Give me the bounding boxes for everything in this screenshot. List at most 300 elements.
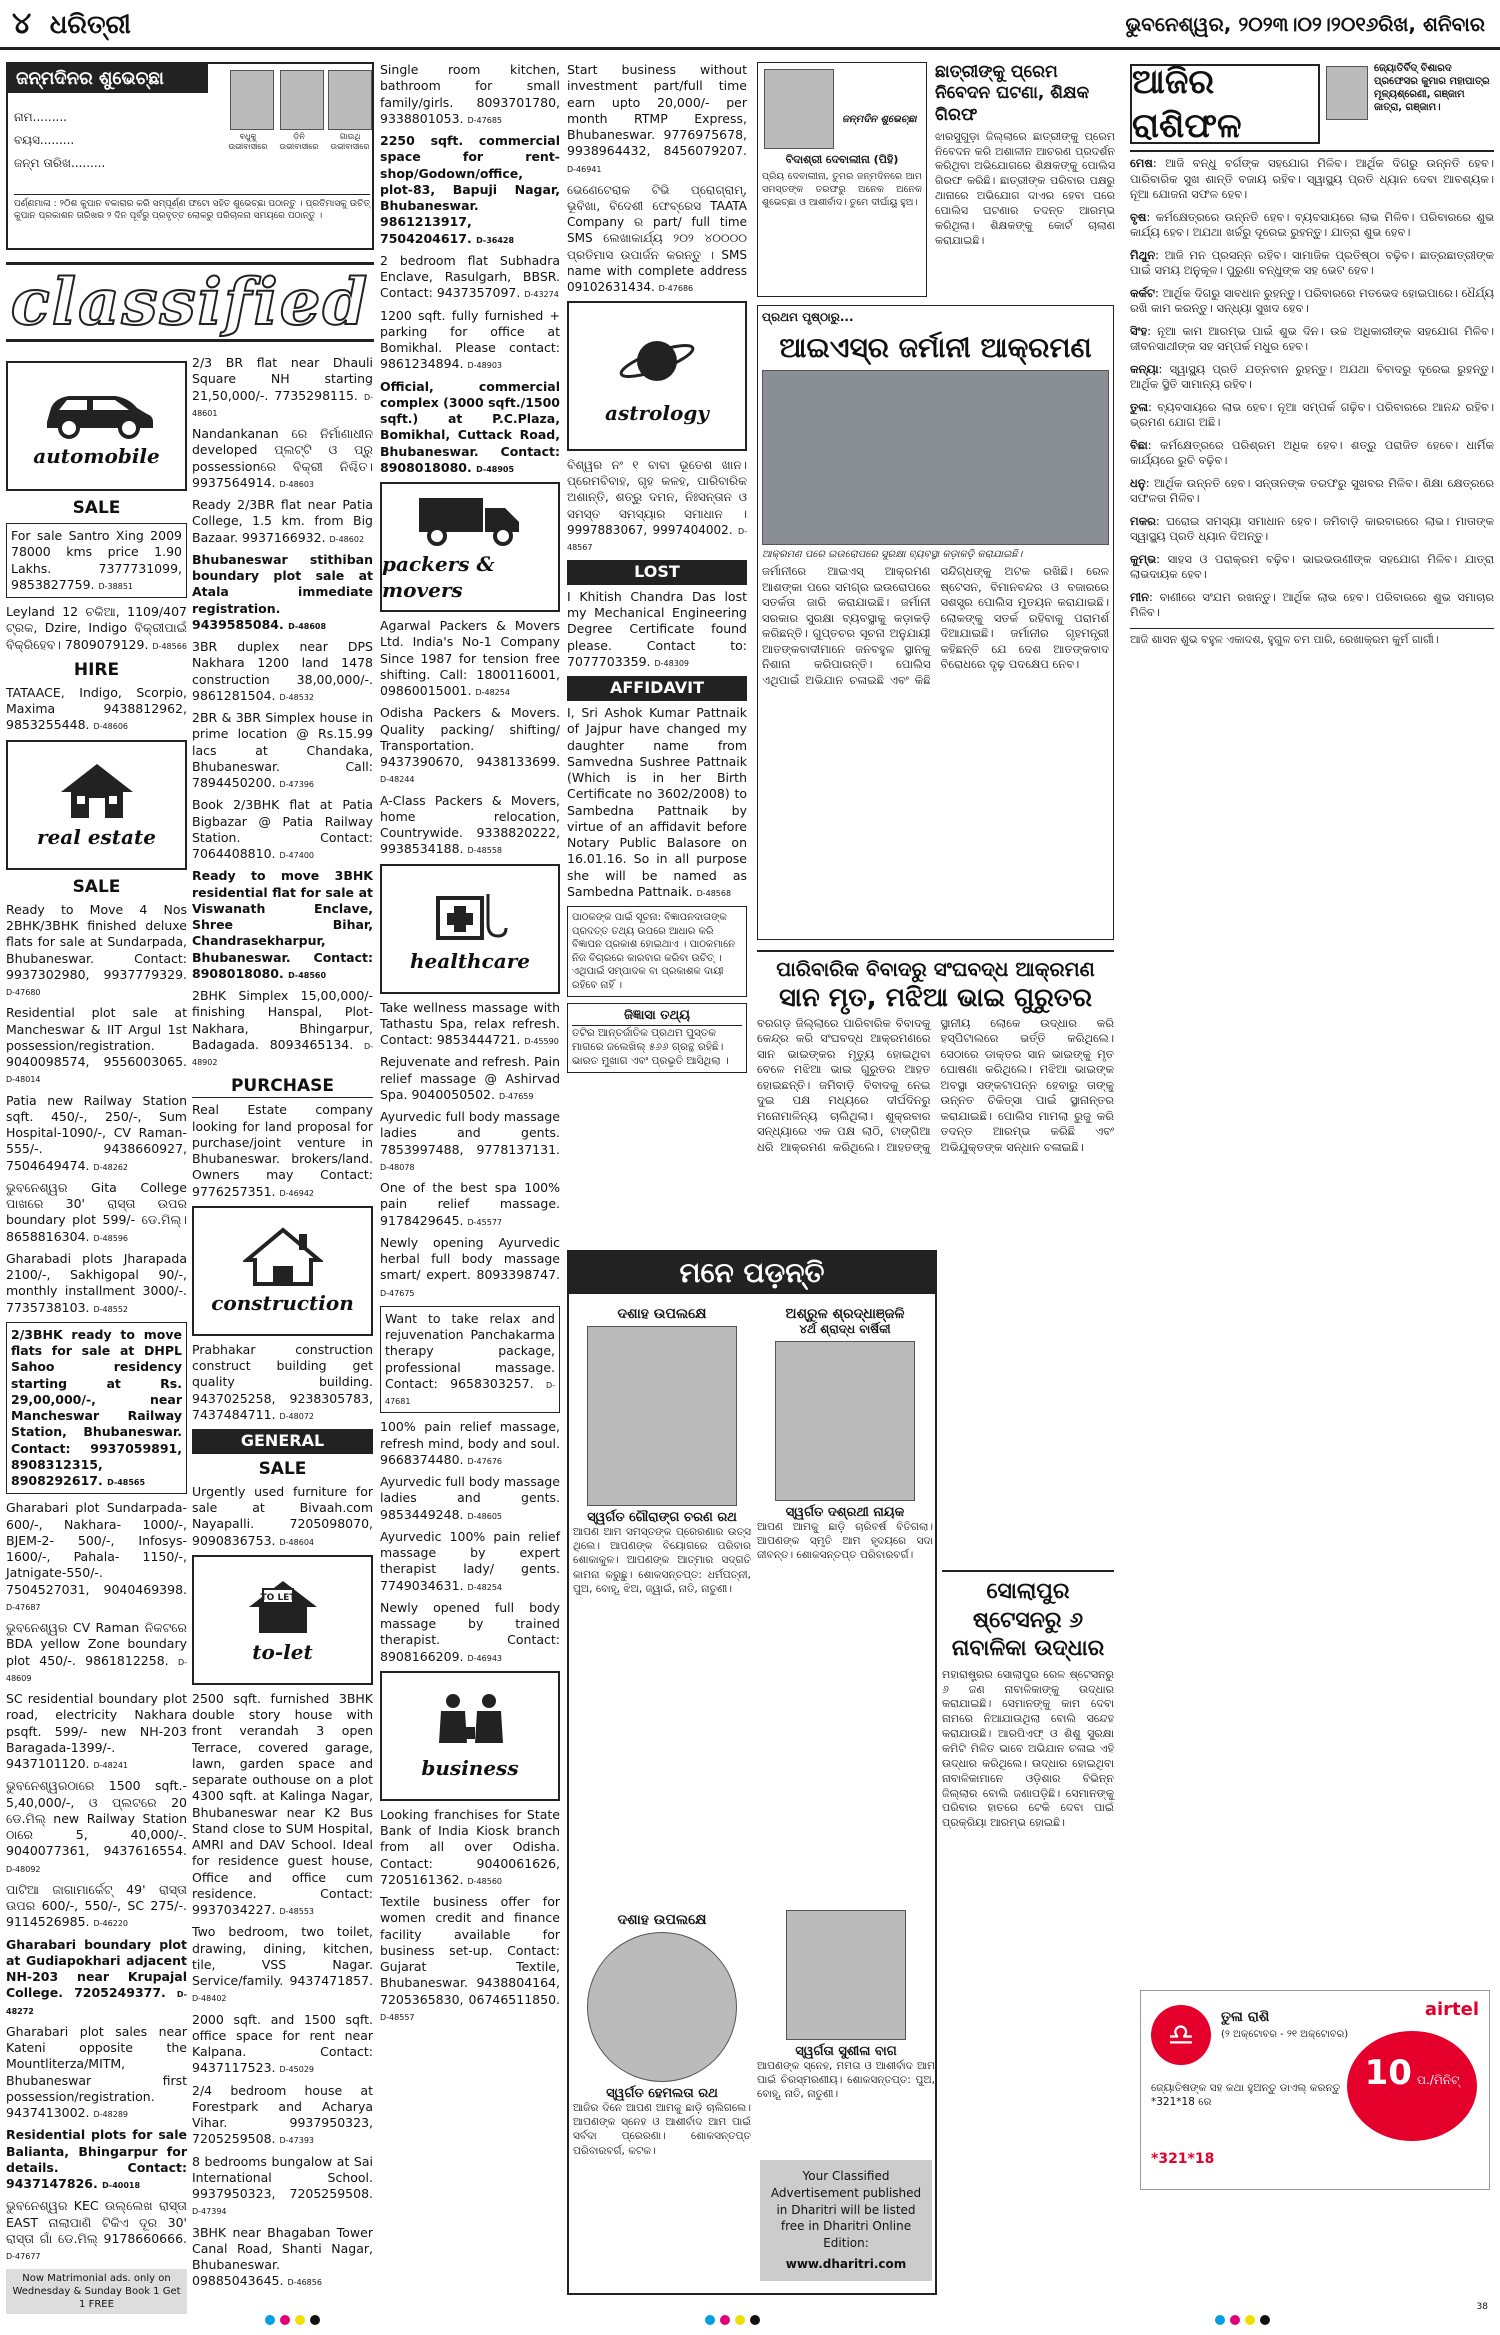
sale-ad-box <box>6 523 187 598</box>
ad-code: D-46942 <box>279 1188 314 1198</box>
birthday-girl-block <box>757 62 1114 297</box>
ad-text: 3BR duplex near DPS Nakhara 1200 land 1478 construction 38,00,000/-. 9861281504. <box>192 639 373 703</box>
ad-code: D-48402 <box>192 1994 227 2004</box>
column-4 <box>567 62 747 1079</box>
news-4-body: ମହାରାଷ୍ଟ୍ରର ସୋଲାପୁର ରେଳ ଷ୍ଟେସନରୁ ୬ ଜଣ ନାବାଳିକାଙ୍କୁ ଉଦ୍ଧାର କରାଯାଇଛି। ସେମାନଙ୍କୁ କାମ ଦେବା ନାମରେ ନିଆଯାଉଥିଲା ବୋଲି ସନ୍ଦେହ କରାଯାଉଛି। ଆରପିଏଫ୍ ଓ ଶିଶୁ ସୁରକ୍ଷା କମିଟି ମିଳିତ ଭାବେ ଅଭିଯାନ ଚଳାଇ ଏହି ଉଦ୍ଧାର କରିଥିଲେ। ଉଦ୍ଧାର ହୋଇଥିବା ନାବାଳିକାମାନେ ଓଡ଼ିଶାର ବିଭିନ୍ନ ଜିଲ୍ଲାର ବୋଲି ଜଣାପଡ଼ିଛି। ସେମାନଙ୍କୁ ପରିବାର ହାତରେ ଟେକି ଦେବା ପାଇଁ ପ୍ରକ୍ରିୟା ଆରମ୍ଭ ହୋଇଛି। <box>942 1667 1114 1830</box>
ad-text: Prabhakar construction construct building get quality building. 9437025258, 9238305783, 7437484711. <box>192 1341 373 1422</box>
ad-code: D-47675 <box>380 1288 415 1298</box>
rashi-name: ମୀନ <box>1130 589 1150 604</box>
memorial-1-photo <box>587 1326 737 1506</box>
birthday-girl-box <box>757 62 927 297</box>
rashi-simha: ସିଂହ: ନୂଆ କାମ ଆରମ୍ଭ ପାଇଁ ଶୁଭ ଦିନ। ଉଚ୍ଚ ଅଧିକାରୀଙ୍କ ସହଯୋଗ ମିଳିବ। ଜୀବନସାଥୀଙ୍କ ସହ ସମ୍ପର୍କ ମଧୁର ହେବ। <box>1130 323 1495 354</box>
rashi-name: ମକର <box>1130 513 1156 528</box>
airtel-logo: airtel <box>1424 1999 1479 2020</box>
car-icon <box>37 384 157 439</box>
registration-dot <box>265 2315 275 2325</box>
planet-icon <box>617 326 697 396</box>
ad-item <box>380 1419 560 1468</box>
ad-item <box>380 1529 560 1594</box>
memorial-3-text: ଆପଣଙ୍କ ସ୍ନେହ, ମମତା ଓ ଆଶୀର୍ବାଦ ଆମ ପାଇଁ ଚିରସ୍ମରଣୀୟ। ଶୋକସନ୍ତପ୍ତ: ପୁଅ, ବୋହୂ, ନାତି, ନାତୁଣୀ। <box>757 2060 935 2101</box>
rashifal-list <box>1130 156 1494 621</box>
ad-code: D-48553 <box>279 1907 314 1917</box>
ad-odia <box>567 182 747 295</box>
ad-item <box>380 1109 560 1174</box>
registration-dot <box>1245 2315 1255 2325</box>
ad-text: Official, commercial complex (3000 sqft./1500 sqft.) at P.C.Plaza, Bomikhal, Cuttack Road, Bhubaneswar. Contact: 8908018080. <box>380 378 560 475</box>
page-mark: 38 <box>1476 2302 1488 2312</box>
ad-text: Bhubaneswar stithiban boundary plot sale at Atala immediate registration. 9439585084. <box>192 551 373 632</box>
ad-code: D-45029 <box>279 2065 314 2075</box>
registration-dot <box>735 2315 745 2325</box>
ad-code: D-48603 <box>279 479 314 489</box>
ad-text: Start business without investment part/full time earn upto 20,000/- per month RTMP Express, Bhubaneswar. 9776975678, 9938964432, 8456079207. <box>567 62 747 159</box>
ad-text: Rejuvenate and refresh. Pain relief massage @ Ashirvad Spa. 9040050502. <box>380 1054 560 1102</box>
ad-item <box>192 355 373 420</box>
ad-text: 2250 sqft. commercial space for rent-shop/Godown/office, plot-83, Bapuji Nagar, Bhubaneswar. 9861213917, 7504204617. <box>380 133 560 246</box>
ad-code: D-48558 <box>467 846 502 856</box>
rashi-kanya: କନ୍ୟା: ସ୍ୱାସ୍ଥ୍ୟ ପ୍ରତି ଯତ୍ନବାନ ରୁହନ୍ତୁ। ଅଯଥା ବିବାଦରୁ ଦୂରେଇ ରୁହନ୍ତୁ। ଆର୍ଥିକ ସ୍ଥିତି ସାମାନ୍ୟ ରହିବ। <box>1130 361 1494 392</box>
ad-item <box>192 2225 373 2290</box>
registration-dot <box>310 2315 320 2325</box>
ad-text: ଭୁବନେଶ୍ୱରଠାରେ 1500 sqft.- 5,40,000/-, ଓ ପ୍ଲଟରେ 20 ଡେ.ମିଲ୍ new Railway Station ଠାରେ 5, 40,000/-. 9040077361, 9437616554. <box>6 1778 187 1859</box>
news-family <box>757 950 1114 1236</box>
ad-text: 2000 sqft. and 1500 sqft. office space for rent near Kalpana. Contact: 9437117523. <box>192 2011 373 2076</box>
memorial-2-photo <box>587 1932 737 2082</box>
ad-text: ଭୁବନେଶ୍ୱର KEC ଉଲ୍ଲେଖ ରାସ୍ତା EAST ନାଲାପାଣି ଟିକିଏ ଦୂର 30' ରାସ୍ତା ଗାଁ ଡେ.ମିଲ୍ 9178660666. <box>6 2198 187 2246</box>
ad-item <box>6 1251 187 1316</box>
ad-code: D-48557 <box>380 2012 415 2022</box>
ad-item <box>380 618 560 699</box>
ad-code: D-48254 <box>467 1582 502 1592</box>
packers-label: packers & movers <box>382 551 495 602</box>
ad-item <box>192 710 373 791</box>
news-4-headline: ସୋଲାପୁର ଷ୍ଟେସନରୁ ୬ ନାବାଳିକା ଉଦ୍ଧାର <box>942 1570 1114 1664</box>
ad-code: D-48609 <box>6 1657 187 1683</box>
ad-code: D-48568 <box>696 888 732 898</box>
rashi-text: ସ୍ୱାସ୍ଥ୍ୟ ପ୍ରତି ଯତ୍ନବାନ ରୁହନ୍ତୁ। ଅଯଥା ବିବାଦରୁ ଦୂରେଇ ରୁହନ୍ତୁ। ଆର୍ଥିକ ସ୍ଥିତି ସାମାନ୍ୟ ରହିବ। <box>1130 361 1494 392</box>
registration-dot <box>1215 2315 1225 2325</box>
ad-text: 3BHK near Bhagaban Tower Canal Road, Shanti Nagar, Bhubaneswar. 09885043645. <box>192 2224 373 2289</box>
ad-item <box>380 793 560 858</box>
ad-item <box>380 1894 560 2024</box>
ad-item <box>380 1600 560 1665</box>
boxed-ad <box>380 1306 560 1414</box>
boxed-ad <box>6 1322 187 1495</box>
rashi-text: ନୂଆ କାମ ଆରମ୍ଭ ପାଇଁ ଶୁଭ ଦିନ। ଉଚ୍ଚ ଅଧିକାରୀଙ୍କ ସହଯୋଗ ମିଳିବ। ଜୀବନସାଥୀଙ୍କ ସହ ସମ୍ପର୍କ ମଧୁର ହେବ। <box>1130 323 1495 354</box>
ad-code: D-43274 <box>524 290 559 300</box>
ad-code: D-38851 <box>98 581 133 591</box>
birthday-field-name[interactable]: ନାମ......... <box>14 110 67 124</box>
ad-text: Textile business offer for women credit and finance facility available for business set-up. Contact: Gujarat Textile, Bhubaneswar. 9438804164, 7205365830, 06746511850. <box>380 1894 560 2007</box>
rashi-name: ଧନୁ <box>1130 475 1146 490</box>
rashi-mina: ମୀନ: ବାଣୀରେ ସଂଯମ ରଖନ୍ତୁ। ଆର୍ଥିକ ଲାଭ ହେବ। ପରିବାରରେ ଶୁଭ ସମାଚାର ମିଳିବ। <box>1130 589 1495 620</box>
rashi-text: ବାଣୀରେ ସଂଯମ ରଖନ୍ତୁ। ଆର୍ଥିକ ଲାଭ ହେବ। ପରିବାରରେ ଶୁଭ ସମାଚାର ମିଳିବ। <box>1130 589 1495 620</box>
ad-code: D-48566 <box>152 641 187 651</box>
rashi-dhanu: ଧନୁ: ଆର୍ଥିକ ଉନ୍ନତି ହେବ। ସନ୍ତାନଙ୍କ ତରଫରୁ ସୁଖବର ମିଳିବ। ଶିକ୍ଷା କ୍ଷେତ୍ରରେ ସଫଳତା ମିଳିବ। <box>1130 475 1494 506</box>
ad-text: One of the best spa 100% pain relief massage. 9178429645. <box>380 1180 560 1228</box>
to-let-label: to-let <box>252 1639 313 1664</box>
ad-item <box>380 705 560 786</box>
column-2 <box>192 355 373 2296</box>
news-2-photo <box>762 370 1109 545</box>
hire-heading: HIRE <box>73 659 120 680</box>
ad-item <box>192 497 373 546</box>
registration-dot <box>705 2315 715 2325</box>
ad-text: Real Estate company looking for land proposal for purchase/joint venture in Bhubaneswar. brokers/land. Owners may Contact: 9776257351. <box>192 1102 373 1199</box>
birthday-captions <box>224 132 374 152</box>
ad-text: 2BHK Simplex 15,00,000/- finishing Hanspal, Plot-Nakhara, Bhingarpur, Badagada. 8093465134. <box>192 988 373 1052</box>
bold-ad <box>6 1937 187 2018</box>
automobile-box <box>6 361 187 491</box>
caption-3: ଗାଉଥି ଉଭୀବାସୀରେ <box>330 132 370 151</box>
ad-text: ଭୁବନେଶ୍ୱର CV Raman ନିକଟରେ BDA yellow Zone boundary plot 450/-. 9861812258. <box>6 1620 187 1668</box>
ad-affidavit <box>567 705 747 900</box>
packers-box <box>380 482 560 612</box>
ad-code: D-48078 <box>380 1162 415 1172</box>
ad-text: ଭେଣେଟେରାକ ଟିଭି ପ୍ରୋଗ୍ରାମ୍, ଭୂବିଖା, ବିଦେଶୀ ଫେବ୍ରେସ TAATA Company ର part/ full time SMS ଲେଖାକାର୍ଯ୍ୟ ୨୦୨ ୪୦୦୦୦ ପ୍ରତିମାସ ଉପାର୍ଜନ କରନ୍ତୁ । SMS name with complete address 09102631434. <box>567 182 747 294</box>
ad-item <box>380 1000 560 1049</box>
registration-dot <box>1260 2315 1270 2325</box>
ad-code: D-48532 <box>279 692 314 702</box>
ad-text: Single room kitchen, bathroom for small family/girls. 8093701780, 9338801053. <box>380 62 560 126</box>
ad-text: I Khitish Chandra Das lost my Mechanical Engineering Degree Certificate found please. Contact to: 7077703359. <box>567 588 747 669</box>
ad-text: 2 bedroom flat Subhadra Enclave, Rasulgarh, BBSR. Contact: 9437357097. <box>380 252 560 301</box>
business-people-icon <box>425 1691 515 1751</box>
online-edition-text: Your Classified Advertisement published in Dharitri will be listed free in Dharitri Online Edition: <box>770 2169 922 2251</box>
ad-text: Ready to move 3BHK residential flat for sale at Viswanath Enclave, Shree Bihar, Chandrasekharpur, Bhubaneswar. Contact: 8908018080. <box>192 868 373 981</box>
medical-icon <box>430 884 510 944</box>
memorial-2-title: ଦଶାହ ଉପଲକ୍ଷେ <box>617 1912 707 1928</box>
general-sale-heading: SALE <box>258 1458 307 1479</box>
memorial-2-text: ଆଜିର ଦିନେ ଆପଣ ଆମକୁ ଛାଡ଼ି ଚାଲିଗଲେ। ଆପଣଙ୍କ ସ୍ନେହ ଓ ଆଶୀର୍ବାଦ ଆମ ପାଇଁ ସର୍ବଦା ପ୍ରେରଣା। ଶୋକସନ୍ତପ୍ତ ପରିବାରବର୍ଗ, କଟକ। <box>573 2102 751 2157</box>
ad-leyland <box>6 604 187 653</box>
ad-code: D-48565 <box>107 1478 146 1488</box>
ad-code: D-48092 <box>6 1864 41 1874</box>
ad-general <box>192 1484 373 1549</box>
registration-dot <box>750 2315 760 2325</box>
ad-purchase <box>192 1102 373 1200</box>
rashi-text: ଆର୍ଥିକ ଦିଗରୁ ସାବଧାନ ରୁହନ୍ତୁ। ପରିବାରରେ ମତଭେଦ ହୋଇପାରେ। ଧୈର୍ଯ୍ୟ ରଖି କାମ କରନ୍ତୁ। ସନ୍ଧ୍ୟା ସୁଖଦ ହେବ। <box>1130 285 1494 316</box>
ad-item <box>6 1005 187 1086</box>
ad-text: Book 2/3BHK flat at Patia Bigbazar @ Patia Railway Station. Contact: 7064408810. <box>192 797 373 861</box>
memorial-title: ମନେ ପଡ଼ନ୍ତି <box>569 1252 935 1294</box>
rashi-text: ଆର୍ଥିକ ଉନ୍ନତି ହେବ। ସନ୍ତାନଙ୍କ ତରଫରୁ ସୁଖବର ମିଳିବ। ଶିକ୍ଷା କ୍ଷେତ୍ରରେ ସଫଳତା ମିଳିବ। <box>1130 475 1494 506</box>
bold-ad <box>192 552 373 633</box>
ad-code: D-47676 <box>467 1456 502 1466</box>
memorial-2-name: ସ୍ୱର୍ଗତ ହେମଲତା ରଥ <box>606 2086 718 2101</box>
ad-code: D-48272 <box>6 1990 187 2016</box>
ad-text: Gharabari boundary plot at Gudiapokhari adjacent NH-203 near Krupajal College. 7205249377. <box>6 1936 187 2001</box>
info-text: ତଟିର ଆନ୍ତର୍ଜାତିକ ପ୍ରଥମ ପୁସ୍ତକ ମାଗରେ ଜଲେଖିଲ୍ ୫୬୬ ଗ୍ରନ୍ଥ ରହିଛି। ଭାରତ ମୁଖାଗ ଏବଂ ପ୍ରଭୃତି ଆସିଥିଲା । <box>572 1026 729 1068</box>
ad-code: D-48604 <box>279 1537 314 1547</box>
ad-item <box>6 1500 187 1614</box>
birthday-girl-text: ପ୍ରିୟ ଦେବାଲୀନା, ତୁମର ଜନ୍ମଦିନରେ ଆମ ସମସ୍ତଙ୍କ ତରଫରୁ ଅନେକ ଅନେକ ଶୁଭେଚ୍ଛା ଓ ଆଶୀର୍ବାଦ। ତୁମେ ଦୀର୍ଘାୟୁ ହୁଅ। <box>762 171 922 208</box>
registration-dot <box>280 2315 290 2325</box>
ad-code: D-48605 <box>467 1511 502 1521</box>
bold-ad <box>380 133 560 247</box>
ad-code: D-47681 <box>385 1380 555 1406</box>
ad-code: D-48560 <box>467 1876 502 1886</box>
affidavit-heading: AFFIDAVIT <box>567 676 747 701</box>
registration-dot <box>1230 2315 1240 2325</box>
airtel-ad <box>1140 1990 1490 2190</box>
column-3 <box>380 62 560 2030</box>
ad-item <box>380 1054 560 1103</box>
ad-text: Nandankanan ରେ ନିର୍ମାଣାଧୀନ developed ପ୍ଲଟ୍ଟି ଓ ପ୍ରୁ possessionରେ ବିକ୍ରୀ ନିଶ୍ଚିତ। 9937564914. <box>192 426 373 490</box>
bold-ad <box>380 379 560 477</box>
ad-item <box>192 1691 373 1919</box>
ad-text: Residential plot sale at Mancheswar & IIT Argul 1st possession/registration. 9040098574, 9556003065. <box>6 1005 187 1070</box>
memorial-1-name: ସ୍ୱର୍ଗତ ଗୌରାଙ୍ଗ ଚରଣ ରଥ <box>587 1510 737 1525</box>
ad-item <box>192 2012 373 2077</box>
ad-hire <box>6 685 187 734</box>
ad-code: D-48289 <box>93 2110 128 2120</box>
ad-lost <box>567 589 747 670</box>
rashi-text: ଆଜି ବନ୍ଧୁ ବର୍ଗଙ୍କ ସହଯୋଗ ମିଳିବ। ଆର୍ଥିକ ଦିଗରୁ ଉନ୍ନତି ହେବ। ପାରିବାରିକ ସୁଖ ଶାନ୍ତି ବଜାୟ ରହିବ। ସ୍ୱାସ୍ଥ୍ୟ ପ୍ରତି ଧ୍ୟାନ ଦେବା ଆବଶ୍ୟକ। ନୂଆ ଯୋଜନା ସଫଳ ହେବ। <box>1130 156 1494 202</box>
rashi-makara: ମକର: ଘରୋଇ ସମସ୍ୟା ସମାଧାନ ହେବ। ଜମିବାଡ଼ି କାରବାରରେ ଲାଭ। ମାତାଙ୍କ ସ୍ୱାସ୍ଥ୍ୟ ପ୍ରତି ଧ୍ୟାନ ଦିଅନ୍ତୁ। <box>1130 513 1495 544</box>
ad-code: D-47394 <box>192 2207 227 2217</box>
memorial-1-text: ଆପଣ ଆମ ସମସ୍ତଙ୍କ ପ୍ରେରଣାର ଉତ୍ସ ଥିଲେ। ଆପଣଙ୍କ ବିୟୋଗରେ ପରିବାର ଶୋକାକୁଳ। ଆପଣଙ୍କ ଆତ୍ମାର ସଦ୍ଗତି କାମନା କରୁଛୁ। ଶୋକସନ୍ତପ୍ତ: ଧର୍ମପତ୍ନୀ, ପୁଅ, ବୋହୂ, ଝିଅ, ଜ୍ୱାଇଁ, ନାତି, ନାତୁଣୀ। <box>573 1526 751 1595</box>
news-3-subheadline: ସାନ ମୃତ, ମଝିଆ ଭାଇ ଗୁରୁତର <box>778 983 1093 1013</box>
ad-item <box>6 1778 187 1876</box>
healthcare-label: healthcare <box>410 948 530 973</box>
to-let-sign-text: TO LET <box>260 1592 295 1603</box>
construction-box <box>192 1206 373 1336</box>
ad-text: 8 bedrooms bungalow at Sai International School. 9937950323, 7205259508. <box>192 2153 373 2202</box>
news-2-caption: ଆକ୍ରମଣ ପରେ ଇଉରୋପରେ ସୁରକ୍ଷା ବ୍ୟବସ୍ଥା କଡ଼ାକଡ଼ି କରାଯାଇଛି। <box>762 548 1023 560</box>
ad-code: D-46941 <box>567 164 602 174</box>
ad-code: D-48560 <box>288 970 327 980</box>
truck-icon <box>415 492 525 547</box>
birthday-title: ଜନ୍ମଦିନର ଶୁଭେଚ୍ଛା <box>8 64 208 93</box>
rashi-name: ବିଛା <box>1130 437 1148 452</box>
libra-icon: ♎ <box>1151 2005 1211 2065</box>
ad-code: D-47393 <box>279 2136 314 2146</box>
automobile-label: automobile <box>33 443 160 468</box>
construction-label: construction <box>211 1290 354 1315</box>
ad-code: D-48244 <box>380 775 415 785</box>
construction-house-icon <box>243 1226 323 1286</box>
ad-code: D-47687 <box>6 1602 41 1612</box>
ad-code: D-46856 <box>287 2278 322 2288</box>
ad-text: Agarwal Packers & Movers Ltd. India's No-1 Company Since 1987 for tension free shifting. Call: 1800116001, 09860015001. <box>380 618 560 698</box>
general-heading: GENERAL <box>192 1429 373 1454</box>
rashifal-closing: ଆଜି ଶାସନ ଶୁଭ ବହୁଳ ଏକାଦଶ, ହୁଗୁଳ ଚମ ପାରି, ରେଖାକ୍ରମ କୁର୍ମ ଗାର୍ଗୀ। <box>1130 628 1494 648</box>
birthday-girl-photo <box>764 69 834 149</box>
ad-code: D-48567 <box>567 526 747 552</box>
healthcare-box <box>380 864 560 994</box>
ad-item <box>6 902 187 1000</box>
bold-ad <box>192 868 373 982</box>
ad-text: Leyland 12 ଚକିଆ, 1109/407 ଟ୍ରକ, Dzire, Indigo ବିକ୍ରୀପାଇଁ ବିକ୍ରିହେବ। 7809079129. <box>6 604 187 652</box>
rashi-name: ମେଷ <box>1130 156 1153 170</box>
ad-construction <box>192 1342 373 1423</box>
ad-item <box>192 1924 373 2005</box>
rashi-kumbha: କୁମ୍ଭ: ସାହସ ଓ ପରାକ୍ରମ ବଢ଼ିବ। ଭାଇଭଉଣୀଙ୍କ ସହଯୋଗ ମିଳିବ। ଯାତ୍ରା ଲାଭଦାୟକ ହେବ। <box>1130 551 1494 582</box>
ad-code: D-47659 <box>498 1091 534 1101</box>
info-title: ଜିଜ୍ଞାସା ତଥ୍ୟ <box>572 1008 742 1026</box>
memorial-1 <box>573 1306 751 1596</box>
ad-item <box>192 426 373 491</box>
page-number-text: ୪ <box>12 6 32 41</box>
rashi-name: କର୍କଟ <box>1130 285 1155 300</box>
lost-heading: LOST <box>567 560 747 585</box>
child-photo-2 <box>280 70 324 130</box>
birthday-caption: ଜନ୍ମଦିନ ଶୁଭେଚ୍ଛା <box>842 114 917 125</box>
price-badge <box>1347 2031 1477 2141</box>
ad-text: SC residential boundary plot road, electricity Nakhara psqft. 599/- new NH-203 Baragada-1399/-. 9437101120. <box>6 1691 187 1772</box>
ad-text: Ayurvedic 100% pain relief massage by expert therapist lady/ gents. 7749034631. <box>380 1528 560 1593</box>
ad-text: Ayurvedic full body massage ladies and gents. 9853449248. <box>380 1474 560 1522</box>
ad-code: D-48014 <box>6 1075 41 1085</box>
ad-text: ପାଟିଆ ଜାଗାମାର୍କେଟ୍ 49' ରାସ୍ତା ଉପର 600/-, 550/-, SC 275/-. 9114526985. <box>6 1881 187 1930</box>
ad-code: D-48902 <box>192 1041 373 1067</box>
ad-text: 2500 sqft. furnished 3BHK double story house with front verandah 3 open Terrace, covered garage, lawn, garden space and separate outhouse on a plot 4300 sqft. at Kalinga Nagar, Bhubaneswar near K2 Bus Stand close to SUM Hospital, AMRI and DAV School. Ideal for residence guest house, Office and office cum residence. Contact: 9937034227. <box>192 1690 373 1918</box>
ad-code: D-48254 <box>475 688 510 697</box>
ad-text: Looking franchises for State Bank of India Kiosk branch from all over Odisha. Contact: 9040061626, 7205161362. <box>380 1806 560 1887</box>
news-solapur <box>942 1570 1114 1831</box>
rashi-mithuna: ମିଥୁନ: ଆଜି ମନ ପ୍ରସନ୍ନ ରହିବ। ସାମାଜିକ ପ୍ରତିଷ୍ଠା ବଢ଼ିବ। ଛାତ୍ରଛାତ୍ରୀଙ୍କ ପାଇଁ ସମୟ ଅନୁକୂଳ। ପୁରୁଣା ବନ୍ଧୁଙ୍କ ସହ ଭେଟ ହେବ। <box>1130 247 1495 278</box>
ad-item <box>380 62 560 127</box>
ad-text: Newly opened full body massage by trained therapist. Contact: 8908166209. <box>380 1599 560 1664</box>
ad-text: Gharabadi plots Jharapada 2100/-, Sakhigopal 90/-, monthly installment 3000/-. 7735738103. <box>6 1250 187 1315</box>
ad-text: A-Class Packers & Movers, home relocation, Countrywide. 9338820222, 9938534188. <box>380 792 560 857</box>
ad-text: Two bedroom, two toilet, drawing, dining, kitchen, tile, VSS Nagar. Service/family. 9437471857. <box>192 1924 373 1989</box>
page-number <box>12 6 131 41</box>
business-box <box>380 1671 560 1801</box>
ad-text: Ready to Move 4 Nos 2BHK/3BHK finished deluxe flats for sale at Sundarpada, Bhubaneswar. Contact: 9937302980, 9937779329. <box>6 901 187 982</box>
column-6 <box>1130 62 1494 648</box>
ad-sign: ତୁଳା ରାଶି <box>1221 2009 1270 2025</box>
rashifal-header <box>1130 62 1494 152</box>
ad-item <box>380 253 560 302</box>
ad-text: Take wellness massage with Tathastu Spa, relax refresh. Contact: 9853444721. <box>380 999 560 1047</box>
ad-text: Want to take relax and rejuvenation Panchakarma therapy package, professional massage. Contact: 9658303257. <box>385 1310 555 1391</box>
ad-item <box>380 308 560 373</box>
ad-code: D-47680 <box>6 988 41 998</box>
ad-text: ବିଶ୍ୱର ନଂ ୧ ବାବା ଭୂତେଶ ଖାନ। ପ୍ରେମବିବାହ, ଗୃହ କଳହ, ପାରିବାରିକ ଅଶାନ୍ତି, ଶତ୍ରୁ ଦମନ, ନିଃସନ୍ତାନ ଓ ସମସ୍ତ ସମସ୍ୟାର ସମାଧାନ । 9997883067, 9997404002. <box>567 458 747 537</box>
ad-text: Gharabari plot Sundarpada-600/-, Nakhara- 1000/-, BJEM-2- 500/-, Infosys-1600/-, Pahala- 1150/-, Jatnigate-550/-. 7504527031, 9040469398. <box>6 1500 187 1597</box>
masthead <box>0 0 1500 50</box>
ad-text: I, Sri Ashok Kumar Pattnaik of Jajpur have changed my daughter name from Samvedna Sushree Pattnaik (Which is in her Birth Certificate no 3602/2008) to Sambedna Pattnaik by virtue of an affidavit before Notary Public Balasore on 16.01.16. So in all purpose she will be named as Sambedna Pattnaik. <box>567 705 747 899</box>
birthday-girl-name: ବିଦାଶ୍ରୀ ଦେବାଲୀନା (ପିହି) <box>785 153 899 166</box>
ad-code: D-48072 <box>279 1411 314 1421</box>
ad-code: D-48241 <box>93 1761 128 1771</box>
ad-text: ଭୁବନେଶ୍ୱର Gita College ପାଖରେ 30' ରାସ୍ତା ଉପର boundary plot 599/- ଡେ.ମିଲ୍। 8658816304. <box>6 1179 187 1244</box>
ad-price: 10 <box>1364 2053 1412 2093</box>
ad-item <box>380 1235 560 1300</box>
ad-item <box>6 1691 187 1772</box>
ad-code: D-48903 <box>467 361 502 371</box>
classified-banner <box>6 262 374 342</box>
rashi-name: ସିଂହ <box>1130 323 1148 338</box>
ad-code: D-40018 <box>102 2181 141 2191</box>
ad-text: Patia new Railway Station sqft. 450/-, 250/-, Sum Hospital-1090/-, CV Raman-555/-. 9438660927, 7504649474. <box>6 1092 187 1173</box>
ad-text: 2BR & 3BR Simplex house in prime location @ Rs.15.99 lacs at Chandaka, Bhubaneswar. Call: 7894450200. <box>192 710 373 790</box>
ad-code: D-48606 <box>93 722 128 732</box>
ad-code: D-47685 <box>467 115 502 125</box>
online-edition-url[interactable]: www.dharitri.com <box>785 2256 907 2271</box>
astrology-label: astrology <box>605 401 709 426</box>
ad-item <box>6 2024 187 2122</box>
rashi-text: କର୍ମକ୍ଷେତ୍ରରେ ଉନ୍ନତି ହେବ। ବ୍ୟବସାୟରେ ଲାଭ ମିଳିବ। ପରିବାରରେ ଶୁଭ କାର୍ଯ୍ୟ ହେବ। ଅଯଥା ଖର୍ଚ୍ଚରୁ ଦୂରେଇ ରୁହନ୍ତୁ। ଯାତ୍ରା ଶୁଭ ହେବ। <box>1130 209 1494 240</box>
astrologer-info: ଜ୍ୟୋତିର୍ବିଦ୍ ବିଶାରଦ ପ୍ରଫେସର କୁମାର ମହାପାତ୍ର ମୂଳ୍ୟଶ୍ରେଣୀ, ଗଞ୍ଜାମ ଜାତ୍ରା, ଗଞ୍ଜାମ। <box>1374 63 1490 113</box>
ad-code: D-45577 <box>467 1217 502 1227</box>
memorial-3 <box>757 1910 935 2102</box>
birthday-field-age[interactable]: ବୟସ......... <box>14 132 75 147</box>
column-5 <box>757 62 1114 1236</box>
ad-item <box>192 2154 373 2219</box>
memorial-2 <box>573 1912 751 2158</box>
ad-text: Residential plots for sale Balianta, Bhingarpur for details. Contact: 9437147826. <box>6 2127 187 2192</box>
rashi-name: ତୁଳା <box>1130 399 1148 414</box>
column-1 <box>6 355 187 2314</box>
ad-code: D-45590 <box>524 1037 559 1046</box>
rashi-name: ମିଥୁନ <box>1130 247 1156 262</box>
ad-code: D-48905 <box>476 464 515 474</box>
to-let-house-icon <box>243 1575 323 1635</box>
ad-text: 2/3BHK ready to move flats for sale at DHPL Sahoo residency starting at Rs. 29,00,000/-, near Mancheswar Railway Station, Bhubaneswar. Contact: 9937059891, 8908312315, 8908292617. <box>11 1326 182 1489</box>
ad-text: 2/3 BR flat near Dhauli Square NH starting 21,50,000/-. 7735298115. <box>192 355 373 403</box>
real-estate-label: real estate <box>37 824 156 849</box>
ad-item <box>6 2198 187 2263</box>
paper-name: ଧରିତ୍ରୀ <box>49 10 131 40</box>
sale-ad-text: For sale Santro Xing 2009 78000 kms price 1.90 Lakhs. 7377731099, 9853827759. <box>11 528 182 592</box>
ad-text: 2/4 bedroom house at Forestpark and Acharya Vihar. 9937950323, 7205259508. <box>192 2082 373 2147</box>
ad-code: D-47396 <box>279 780 314 789</box>
ad-item <box>6 1093 187 1174</box>
ad-text: 1200 sqft. fully furnished + parking for office at Bomikhal. Please contact: 9861234894. <box>380 307 560 372</box>
registration-dot <box>295 2315 305 2325</box>
ad-item <box>192 988 373 1069</box>
ad-code: D-48596 <box>93 1233 128 1243</box>
ad-item <box>380 1180 560 1229</box>
ad-item <box>380 1807 560 1888</box>
sale-heading: SALE <box>72 498 121 518</box>
rashi-name: ବୃଷ <box>1130 209 1147 224</box>
rashi-name: କନ୍ୟା <box>1130 361 1159 376</box>
ad-text: 100% pain relief massage, refresh mind, body and soul. 9668374480. <box>380 1419 560 1467</box>
ad-code: D-36428 <box>476 235 515 245</box>
registration-dot <box>720 2315 730 2325</box>
to-let-box <box>192 1555 373 1685</box>
ad-item <box>192 797 373 862</box>
memorial-1-title: ଦଶାହ ଉପଲକ୍ଷେ <box>617 1306 707 1322</box>
ad-item <box>380 1474 560 1523</box>
ad-code: D-48262 <box>93 1162 128 1172</box>
ad-price-unit: ପ./ମିନିଟ୍ <box>1417 2073 1460 2087</box>
news-2-body: ଜର୍ମାନୀରେ ଆଇଏସ୍ ଆକ୍ରମଣ ଆଶଙ୍କା ପରେ ସମଗ୍ର ଇଉରୋପରେ ସତର୍କତା ଜାରି କରାଯାଇଛି। ଜର୍ମାନୀ ସରକାର ସୁରକ୍ଷା ବ୍ୟବସ୍ଥାକୁ କଡ଼ାକଡ଼ି କରିଛନ୍ତି। ଗୁପ୍ତଚର ସୂଚନା ଅନୁଯାୟୀ ଆତଙ୍କବାଦୀମାନେ ଜନବହୁଳ ସ୍ଥାନକୁ ନିଶାନା କରିପାରନ୍ତି। ପୋଲିସ ଏଥିପାଇଁ ଅଭିଯାନ ଚଳାଇଛି ଏବଂ କିଛି ସନ୍ଦିଗ୍ଧଙ୍କୁ ଅଟକ ରଖିଛି। ରେଳ ଷ୍ଟେସନ, ବିମାନବନ୍ଦର ଓ ବଜାରରେ ସଶସ୍ତ୍ର ପୋଲିସ ମୁତୟନ କରାଯାଇଛି। ଲୋକଙ୍କୁ ସତର୍କ ରହିବାକୁ ପରାମର୍ଶ ଦିଆଯାଇଛି। ଜର୍ମାନୀର ଗୃହମନ୍ତ୍ରୀ କହିଛନ୍ତି ଯେ ଦେଶ ଆତଙ୍କବାଦ ବିରୋଧରେ ଦୃଢ଼ ପଦକ୍ଷେପ ନେବ। <box>762 563 1109 687</box>
business-label: business <box>421 1755 519 1780</box>
ad-dial-code[interactable]: *321*18 <box>1151 2151 1215 2167</box>
astrologer-photo <box>1326 66 1368 120</box>
ad-business-start <box>567 62 747 176</box>
birthday-fields <box>14 106 105 174</box>
ad-text: TATAACE, Indigo, Scorpio, Maxima 9438812962, 9853255448. <box>6 684 187 733</box>
ad-item <box>6 1180 187 1245</box>
ad-text: Gharabari plot sales near Kateni opposite the Mountliterza/MITM, Bhubaneswar first possession/registration. 9437413002. <box>6 2023 187 2121</box>
classified-title: classified <box>10 264 370 340</box>
memorial-right-text: ଆପଣ ଆମକୁ ଛାଡ଼ି ଚାରିବର୍ଷ ବିତିଗଲା। ଆପଣଙ୍କ ସ୍ମୃତି ଆମ ହୃଦୟରେ ସଦା ଜୀବନ୍ତ। ଶୋକସନ୍ତପ୍ତ ପରିବାରବର୍ଗ। <box>757 1521 933 1562</box>
memorial-3-photo <box>786 1910 906 2040</box>
birthday-field-date[interactable]: ଜନ୍ମ ତାରିଖ......... <box>14 155 106 170</box>
ad-code: D-46943 <box>467 1653 502 1663</box>
house-icon <box>57 760 137 820</box>
memorial-right-name: ସ୍ୱର୍ଗତ ଦଶ୍ରଥୀ ନାୟକ <box>785 1505 905 1520</box>
rashi-tula: ତୁଳା: ବ୍ୟବସାୟରେ ଲାଭ ହେବ। ନୂଆ ସମ୍ପର୍କ ଗଢ଼ିବ। ପରିବାରରେ ଆନନ୍ଦ ରହିବ। ଭ୍ରମଣ ଯୋଗ ଅଛି। <box>1130 399 1494 430</box>
news-teacher <box>935 62 1115 249</box>
ad-item <box>6 1620 187 1685</box>
